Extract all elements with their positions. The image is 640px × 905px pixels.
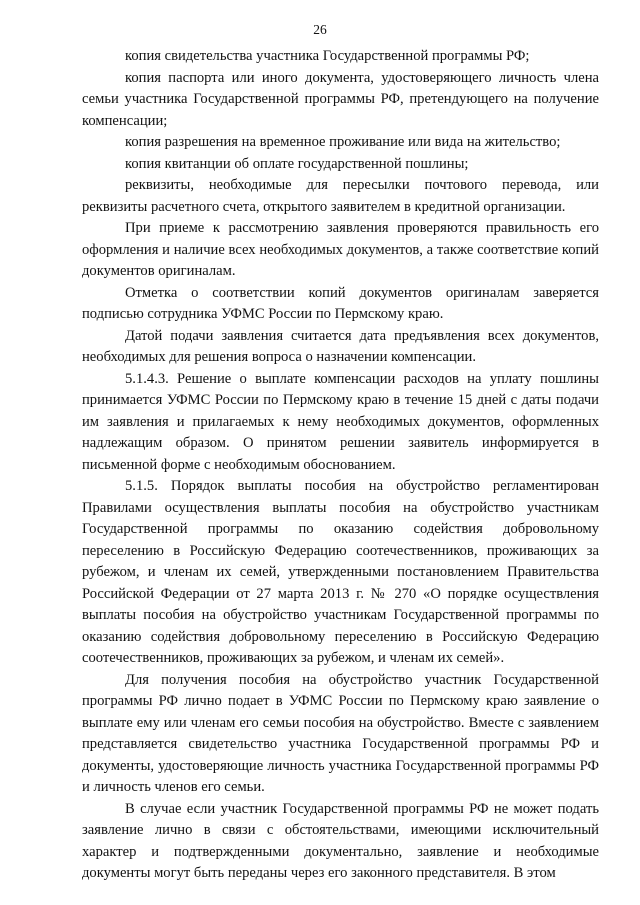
paragraph-application-check: При приеме к рассмотрению заявления проверяются правильность его оформления и наличие всех необходимых документов, а также соответствие копий документов оригиналам. xyxy=(82,220,599,279)
paragraph-residence-permit-copy: копия разрешения на временное проживание или вида на жительство; xyxy=(125,134,561,150)
page-number: 26 xyxy=(313,22,327,37)
paragraph-allowance-application: Для получения пособия на обустройство участник Государственной программы РФ лично подает в УФМС России по Пермскому краю заявление о выплате ему или членам его семьи пособия на обустройство. Вместе с заявлением представляется свидетельство участника Государственной программы РФ и документы, удостоверяющие личность участника Государственной программы РФ и личность членов его семьи. xyxy=(82,671,599,795)
paragraph-certificate-copy: копия свидетельства участника Государственной программы РФ; xyxy=(125,48,530,64)
document-body xyxy=(82,46,599,885)
paragraph-passport-copy: копия паспорта или иного документа, удостоверяющего личность члена семьи участника Государственной программы РФ, претендующего на получение компенсации; xyxy=(82,69,599,129)
paragraph-section-5-1-5: 5.1.5. Порядок выплаты пособия на обустройство регламентирован Правилами осуществления выплаты пособия на обустройство участникам Государственной программы по оказанию содействия добровольному переселению в Российскую Федерацию соотечественников, проживающих за рубежом, и членам их семей, утвержденными постановлением Правительства Российской Федерации от 27 марта 2013 г. № 270 «О порядке осуществления выплаты пособия на обустройство участникам Государственной программы по оказанию содействия добровольному переселению в Российскую Федерацию соотечественников, проживающих за рубежом, и членам их семей». xyxy=(82,478,599,666)
paragraph-copy-certification: Отметка о соответствии копий документов оригиналам заверяется подписью сотрудника УФМС России по Пермскому краю. xyxy=(82,284,599,322)
paragraph-submission-date: Датой подачи заявления считается дата предъявления всех документов, необходимых для решения вопроса о назначении компенсации. xyxy=(82,327,599,365)
paragraph-section-5-1-4-3: 5.1.4.3. Решение о выплате компенсации расходов на уплату пошлины принимается УФМС России по Пермскому краю в течение 15 дней с даты подачи им заявления и прилагаемых к нему необходимых документов, оформленных надлежащим образом. О принятом решении заявитель информируется в письменной форме с необходимым обоснованием. xyxy=(82,370,599,473)
paragraph-legal-representative: В случае если участник Государственной программы РФ не может подать заявление лично в связи с обстоятельствами, имеющими исключительный характер и подтвержденными документально, заявление и необходимые документы могут быть переданы через его законного представителя. В этом xyxy=(82,800,599,881)
paragraph-bank-details: реквизиты, необходимые для пересылки почтового перевода, или реквизиты расчетного счета, открытого заявителем в кредитной организации. xyxy=(82,177,599,215)
paragraph-fee-receipt-copy: копия квитанции об оплате государственной пошлины; xyxy=(125,155,469,172)
